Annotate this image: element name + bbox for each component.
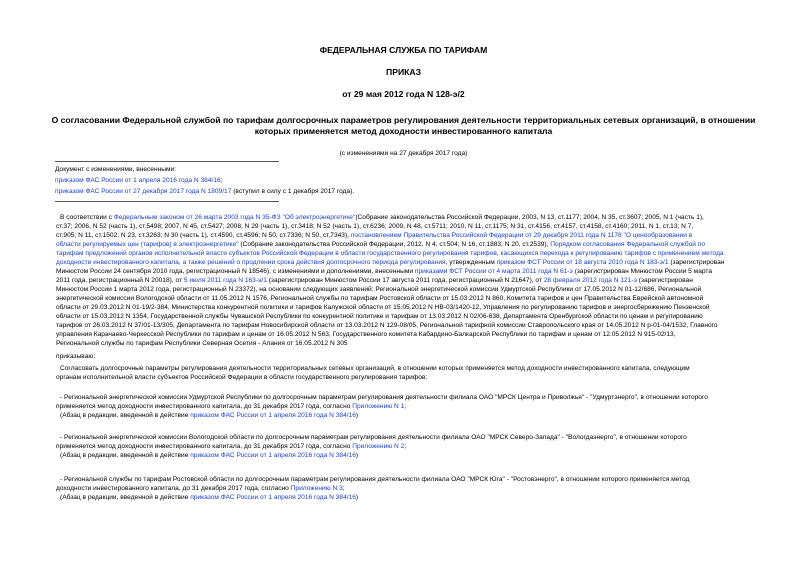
- amended-note: (с изменениями на 27 декабря 2017 года): [339, 150, 468, 157]
- amendment-item-1: [55, 177, 223, 185]
- p1-line: [56, 250, 724, 258]
- order-word: приказываю:: [56, 353, 96, 360]
- text-run: , утвержденным: [445, 259, 497, 266]
- procedure-link-cont-2[interactable]: доходности инвестированного капитала, а также решений о продлении срока действия долгосрочного периода регулирования: [56, 259, 446, 266]
- text-run: применяется метод доходности инвестированного капитала, до 31 декабря 2017 года, согласно: [56, 443, 353, 450]
- text-run: ;: [342, 485, 345, 492]
- text-run: доходности инвестированного капитала, до 31 декабря 2017 года, согласно: [56, 485, 291, 492]
- appendix-2-link[interactable]: Приложению N 2: [352, 443, 405, 450]
- text-run: (Абзац в редакции, введенной в действие: [60, 494, 191, 501]
- doc-type-heading: ПРИКАЗ: [386, 67, 421, 77]
- p1-line: [60, 214, 704, 222]
- order-183-link[interactable]: приказом ФСТ России от 18 августа 2010 года N 183-э/1: [496, 259, 669, 266]
- item-2-line: - Региональной энергетической комиссии Вологодской области по долгосрочным параметрам регулирования деятельности филиала ОАО "МРСК Северо-Запада" - "Вологдаэнерго", в отношении которого: [60, 434, 687, 441]
- text-run: применяется метод доходности инвестированного капитала, до 31 декабря 2017 года, согласно: [56, 403, 353, 410]
- order-384-link[interactable]: приказом ФАС России от 1 апреля 2016 года N 384/16: [190, 494, 356, 501]
- order-163-link[interactable]: 5 июля 2011 года N 163-э/1: [183, 277, 267, 284]
- text-run: ;: [404, 403, 407, 410]
- item-1-line: - Региональной энергетической комиссии Удмуртской Республики по долгосрочным параметрам регулирования деятельности филиала ОАО "МРСК Центра и Приволжья" - "Удмуртэнерго", в отношении которого: [60, 394, 708, 401]
- p1-line: [56, 232, 692, 240]
- amendment-item-2: [55, 188, 354, 196]
- date-number-heading: от 29 мая 2012 года N 128-э/2: [342, 89, 465, 99]
- amendment-link-2[interactable]: приказом ФАС России от 27 декабря 2017 года N 1809/17: [55, 188, 232, 195]
- p1-line: [56, 241, 705, 249]
- text-run: (Абзац в редакции, введенной в действие: [60, 412, 191, 419]
- text-run: (зарегистрирован Минюстом России 17 августа 2011 года, регистрационный N 21647), от: [266, 277, 544, 284]
- divider-top: [55, 161, 279, 162]
- amendment-link-1[interactable]: приказом ФАС России от 1 апреля 2016 года N 384/16: [55, 177, 221, 184]
- item-2-line: [60, 452, 358, 460]
- text-run: (Абзац в редакции, введенной в действие: [60, 452, 191, 459]
- amendments-intro: Документ с изменениями, внесенными:: [55, 166, 177, 173]
- text-run: (Собрание законодательства Российской Федерации, 2012, N 4, ст.504; N 16, ст.1883; N 20, ст.2539),: [238, 241, 551, 248]
- p1-line: управления Карачаево-Черкесской Республики по тарифам и ценам от 16.05.2012 N 563, Государственного комитета Кабардино-Балкарской Республики по тарифам и ценам от 12.05.2012 N 915-02/13,: [56, 331, 676, 338]
- item-1-line: [56, 403, 406, 411]
- text-run: ): [355, 494, 359, 501]
- p1-line: [56, 259, 724, 267]
- p1-line: области от 29.03.2012 N 01-19/2-384, Министерства конкурентной политики и тарифов Калужской области от 15.05.2012 N НВ-03/1420-12, Управления по регулированию тарифов и энергосбережению Пензенской: [56, 304, 710, 311]
- p1-line: [56, 268, 712, 276]
- divider-bottom: [55, 201, 279, 202]
- order-384-link[interactable]: приказом ФАС России от 1 апреля 2016 года N 384/16: [190, 452, 356, 459]
- text-run: ): [355, 412, 359, 419]
- amendment-item-1-tail: ;: [220, 177, 223, 184]
- text-run: (зарегистрирован Минюстом России 5 марта: [572, 268, 713, 275]
- procedure-link-cont[interactable]: тарифам предложений органов исполнительной власти субъектов Российской Федерации в области государственного регулирования тарифов, касающихся перехода к регулированию тарифов с применением метода: [56, 250, 724, 257]
- text-run: ст.905; N 11, ст.1502; N 23, ст.3263; N 30 (часть 1), ст.4590, ст.4596; N 50, ст.7336; N 50, ст.7343),: [56, 232, 351, 239]
- item-1-line: [60, 412, 358, 420]
- p2-line: органам исполнительной власти субъектов Российской Федерации в области государственного регулирования тарифов:: [56, 374, 428, 381]
- text-run: (зарегистрирован: [668, 259, 725, 266]
- text-run: В соответствии с: [60, 214, 114, 221]
- text-run: (зарегистрирован: [636, 277, 693, 284]
- appendix-3-link[interactable]: Приложению N 3: [290, 485, 343, 492]
- document-title-line-1: О согласовании Федеральной службой по тарифам долгосрочных параметров регулирования деятельности территориальных сетевых организаций, в отношении: [51, 115, 756, 125]
- procedure-link[interactable]: Порядком согласования Федеральной службой по: [550, 241, 706, 248]
- p2-line: Согласовать долгосрочные параметры регулирования деятельности территориальных сетевых организаций, в отношении которых применяется метод доходности инвестированного капитала, следующим: [60, 365, 690, 372]
- resolution-1178-link-cont[interactable]: области регулируемых цен (тарифов) в электроэнергетике": [56, 241, 239, 248]
- appendix-1-link[interactable]: Приложению N 1: [352, 403, 405, 410]
- item-3-line: [56, 485, 345, 493]
- p1-line: Региональной службы по тарифам Республики Северная Осетия - Алания от 16.05.2012 N 305: [56, 340, 348, 347]
- text-run: ): [355, 452, 359, 459]
- p1-line: Минюстом России 1 марта 2012 года, регистрационный N 23372), на основании следующих заявлений: Региональной энергетической комиссии Удмуртской Республики от 17.05.2012 N 01-12/686, Региональной: [56, 286, 702, 293]
- item-2-line: [56, 443, 406, 451]
- order-61-link[interactable]: приказами ФСТ России от 4 марта 2011 года N 61-э: [414, 268, 573, 275]
- resolution-1178-link[interactable]: постановлением Правительства Российской Федерации от 29 декабря 2011 года N 1178 "О ценообразовании в: [350, 232, 693, 239]
- p1-line: [56, 277, 693, 285]
- order-384-link[interactable]: приказом ФАС России от 1 апреля 2016 года N 384/16: [190, 412, 356, 419]
- agency-heading: ФЕДЕРАЛЬНАЯ СЛУЖБА ПО ТАРИФАМ: [319, 45, 488, 55]
- p1-line: ст.37; 2006, N 52 (часть 1), ст.5498; 2007, N 45, ст.5427; 2008, N 29 (часть 1), ст.3418; N 52 (часть 1), ст.6236; 2009, N 48, ст.5711; 2010, N 11, ст.1175; N 31, ст.4156, ст.4157, ст.4158, ст.4160; 2011, N 1, ст.13; N 7,: [56, 223, 694, 230]
- order-121-link[interactable]: 28 февраля 2012 года N 121-э: [543, 277, 637, 284]
- item-3-line: - Региональной службы по тарифам Ростовской области по долгосрочным параметрам регулирования деятельности филиала ОАО "МРСК Юга" - "Ростовэнерго", в отношении которого применяется метод: [60, 476, 690, 483]
- p1-line: области от 15.03.2012 N 1354, Государственной службы Чувашской Республики по конкурентной политике и тарифам от 13.03.2012 N 02/06-638, Департамента Оренбургской области по ценам и регулированию: [56, 313, 703, 320]
- text-run: 2011 года, регистрационный N 20018), от: [56, 277, 184, 284]
- p1-line: энергетической комиссии Вологодской области от 11.05.2012 N 1576, Региональной службы по тарифам Ростовской области от 15.03.2012 N 860, Комитета тарифов и цен Правительства Еврейской автономной: [56, 295, 704, 302]
- amendment-item-2-tail: (вступил в силу с 1 декабря 2017 года).: [231, 188, 355, 195]
- text-run: (Собрание законодательства Российской Федерации, 2003, N 13, ст.1177; 2004, N 35, ст.3607; 2005, N 1 (часть 1),: [355, 214, 704, 221]
- item-3-line: [60, 494, 358, 502]
- text-run: Минюстом России 24 сентября 2010 года, регистрационный N 18546), с изменениями и дополнениями, внесенными: [56, 268, 415, 275]
- p1-line: тарифов от 26.03.2012 N 37/01-13/305, Департамента по тарифам Новосибирской области от 13.03.2012 N 129-08/05, Региональной тарифной комиссии Ставропольского края от 14.05.2012 N р-01-04/1532, Главного: [56, 322, 718, 329]
- text-run: ;: [404, 443, 407, 450]
- law-35-fz-link[interactable]: Федеральным законом от 26 марта 2003 года N 35-ФЗ "Об электроэнергетике": [113, 214, 356, 221]
- document-title-line-2: которых применяется метод доходности инвестированного капитала: [254, 126, 553, 136]
